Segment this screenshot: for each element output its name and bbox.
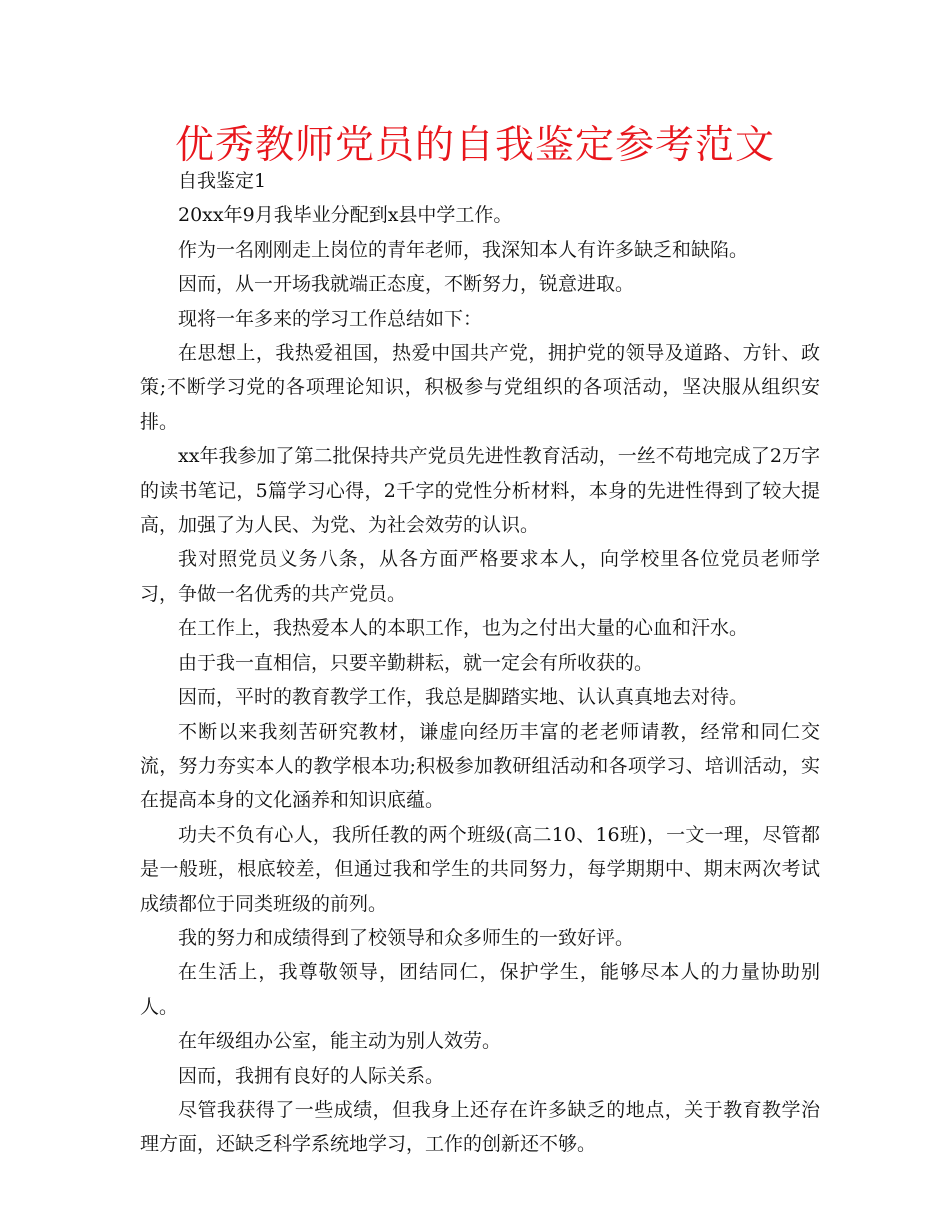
paragraph: 由于我一直相信，只要辛勤耕耘，就一定会有所收获的。 [178, 651, 654, 674]
paragraph: 尽管我获得了一些成绩，但我身上还存在许多缺乏的地点，关于教育教学治理方面，还缺乏科学系统地学习，工作的创新还不够。 [140, 1098, 820, 1156]
paragraph: 功夫不负有心人，我所任教的两个班级(高二10、16班)，一文一理，尽管都是一般班，根底较差，但通过我和学生的共同努力，每学期期中、期末两次考试成绩都位于同类班级的前列。 [140, 823, 820, 915]
paragraph: 在思想上，我热爱祖国，热爱中国共产党，拥护党的领导及道路、方针、政策;不断学习党的各项理论知识，积极参与党组织的各项活动，坚决服从组织安排。 [140, 342, 820, 433]
paragraph: 我的努力和成绩得到了校领导和众多师生的一致好评。 [178, 926, 635, 949]
paragraph: 在年级组办公室，能主动为别人效劳。 [178, 1030, 502, 1053]
document-body [140, 164, 820, 1162]
paragraph: xx年我参加了第二批保持共产党员先进性教育活动，一丝不苟地完成了2万字的读书笔记，5篇学习心得，2千字的党性分析材料，本身的先进性得到了较大提高，加强了为人民、为党、为社会效劳的认识。 [140, 445, 820, 537]
paragraph: 我对照党员义务八条，从各方面严格要求本人，向学校里各位党员老师学习，争做一名优秀的共产党员。 [140, 548, 820, 605]
paragraph: 现将一年多来的学习工作总结如下： [178, 307, 483, 330]
paragraph: 不断以来我刻苦研究教材，谦虚向经历丰富的老老师请教，经常和同仁交流，努力夯实本人的教学根本功;积极参加教研组活动和各项学习、培训活动，实在提高本身的文化涵养和知识底蕴。 [140, 720, 820, 812]
paragraph: 20xx年9月我毕业分配到x县中学工作。 [178, 204, 513, 227]
document-title: 优秀教师党员的自我鉴定参考范文 [174, 123, 775, 168]
paragraph: 在工作上，我热爱本人的本职工作，也为之付出大量的心血和汗水。 [178, 617, 749, 640]
paragraph: 自我鉴定1 [178, 170, 267, 192]
paragraph: 作为一名刚刚走上岗位的青年老师，我深知本人有许多缺乏和缺陷。 [178, 238, 749, 261]
paragraph: 因而，从一开场我就端正态度，不断努力，锐意进取。 [178, 273, 635, 296]
paragraph: 因而，平时的教育教学工作，我总是脚踏实地、认认真真地去对待。 [178, 686, 749, 709]
paragraph: 因而，我拥有良好的人际关系。 [178, 1064, 445, 1087]
paragraph: 在生活上，我尊敬领导，团结同仁，保护学生，能够尽本人的力量协助别人。 [140, 961, 820, 1018]
